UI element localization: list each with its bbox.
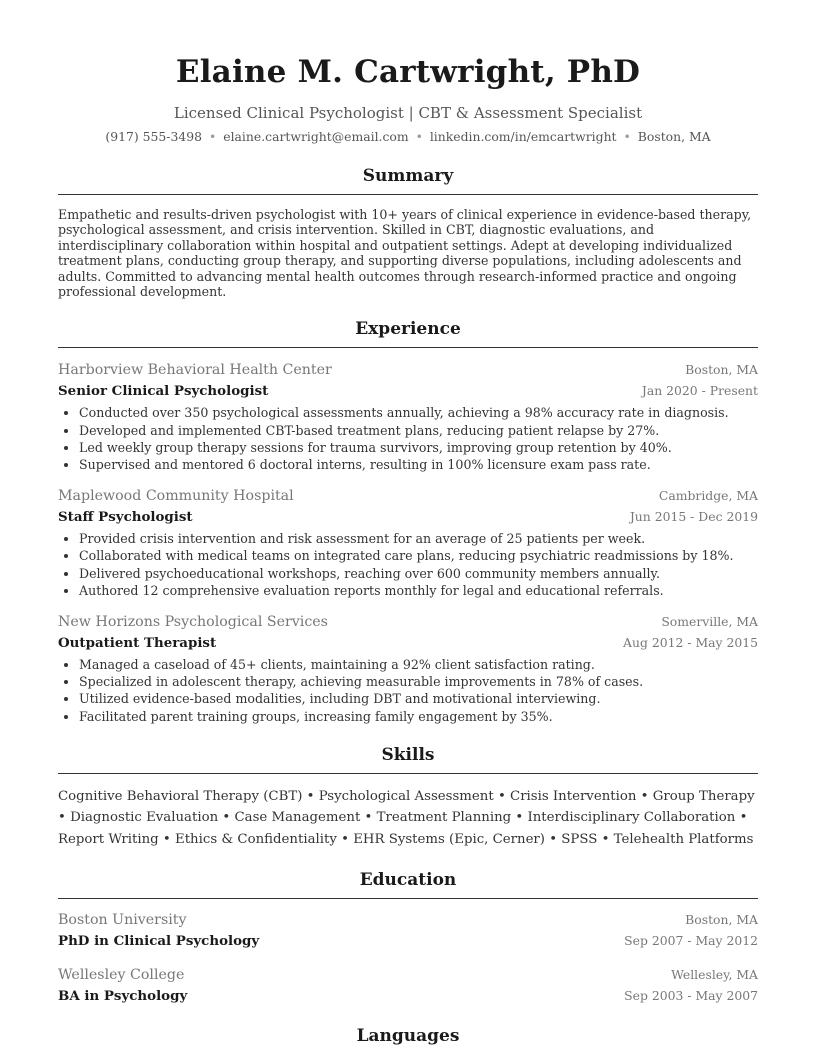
employer-location: Somerville, MA xyxy=(661,614,758,630)
resume-page xyxy=(58,0,758,1047)
job-bullet: • Delivered psychoeducational workshops, reaching over 600 community members annually. xyxy=(79,565,758,582)
contact-phone: (917) 555-3498 xyxy=(105,129,203,144)
skill-separator: • xyxy=(341,832,349,848)
education-entry xyxy=(58,911,758,950)
institution-location: Wellesley, MA xyxy=(671,966,758,982)
education-entry xyxy=(58,966,758,1005)
skill-item: Group Therapy xyxy=(652,788,755,804)
employer-location: Cambridge, MA xyxy=(658,488,758,504)
section-divider xyxy=(58,194,758,195)
job-bullets xyxy=(58,404,758,473)
institution-name: Boston University xyxy=(58,911,187,928)
institution-name: Wellesley College xyxy=(58,966,185,983)
job-dates: Jan 2020 - Present xyxy=(641,383,758,399)
section-title-languages: Languages xyxy=(356,1025,460,1046)
skill-item: Crisis Intervention xyxy=(510,788,637,804)
job-bullet: • Specialized in adolescent therapy, achieving measurable improvements in 78% of cases. xyxy=(79,673,758,690)
skill-separator: • xyxy=(497,788,506,804)
contact-separator: • xyxy=(208,129,217,144)
contact-email[interactable]: elaine.cartwright@email.com xyxy=(223,129,409,144)
job-bullet: • Utilized evidence-based modalities, including DBT and motivational interviewing. xyxy=(79,690,758,707)
job-dates: Jun 2015 - Dec 2019 xyxy=(629,509,758,525)
degree-name: BA in Psychology xyxy=(58,987,188,1004)
skill-item: Treatment Planning xyxy=(376,810,512,826)
contact-separator: • xyxy=(415,129,423,144)
degree-name: PhD in Clinical Psychology xyxy=(58,932,260,949)
section-divider xyxy=(58,898,758,899)
employer-name: New Horizons Psychological Services xyxy=(58,614,328,631)
job-bullet: • Developed and implemented CBT-based treatment plans, reducing patient relapse by 27%. xyxy=(79,422,758,439)
skill-separator: • xyxy=(58,810,66,826)
employer-location: Boston, MA xyxy=(685,362,758,378)
contact-line xyxy=(58,129,758,145)
job-bullets xyxy=(58,530,758,599)
skill-separator: • xyxy=(515,810,524,826)
skill-separator: • xyxy=(601,832,610,848)
skill-separator: • xyxy=(306,788,315,804)
section-title-summary: Summary xyxy=(362,166,454,186)
skill-item: Psychological Assessment xyxy=(318,788,494,804)
headline: Licensed Clinical Psychologist | CBT & Assessment Specialist xyxy=(173,104,643,122)
contact-separator: • xyxy=(623,129,631,144)
skill-separator: • xyxy=(549,832,558,848)
skill-separator: • xyxy=(640,788,649,804)
job-title: Staff Psychologist xyxy=(58,509,193,526)
skill-separator: • xyxy=(222,810,231,826)
contact-linkedin[interactable]: linkedin.com/in/emcartwright xyxy=(429,129,617,144)
employer-name: Maplewood Community Hospital xyxy=(58,488,294,505)
summary-text: Empathetic and results-driven psychologist with 10+ years of clinical experience in evidence-based therapy, psychological assessment, and crisis intervention. Skilled in CBT, diagnostic evaluations, and interdisciplinary collaboration within hospital and outpatient settings. Adept at developing individualized treatment plans, conducting group therapy, and supporting diverse populations, including adolescents and adults. Committed to advancing mental health outcomes through research-informed practice and ongoing professional development. xyxy=(58,207,752,300)
job-bullet: • Authored 12 comprehensive evaluation reports monthly for legal and educational referrals. xyxy=(79,582,758,599)
section-title-experience: Experience xyxy=(355,319,461,340)
employer-name: Harborview Behavioral Health Center xyxy=(58,362,332,379)
skill-item: Report Writing xyxy=(58,832,159,848)
job-bullet: • Conducted over 350 psychological assessments annually, achieving a 98% accuracy rate in diagnosis. xyxy=(79,404,758,421)
skill-item: Case Management xyxy=(234,810,361,826)
skill-item: Interdisciplinary Collaboration xyxy=(527,810,736,826)
job-bullet: • Managed a caseload of 45+ clients, maintaining a 92% client satisfaction rating. xyxy=(79,656,758,673)
education-dates: Sep 2003 - May 2007 xyxy=(624,987,758,1003)
education-dates: Sep 2007 - May 2012 xyxy=(624,932,758,948)
job-dates: Aug 2012 - May 2015 xyxy=(623,635,758,651)
contact-location: Boston, MA xyxy=(637,129,711,144)
job-bullet: • Supervised and mentored 6 doctoral interns, resulting in 100% licensure exam pass rate. xyxy=(79,456,758,473)
skill-item: Telehealth Platforms xyxy=(613,832,754,848)
section-title-skills: Skills xyxy=(381,744,435,765)
section-divider xyxy=(58,773,758,774)
skill-item: Cognitive Behavioral Therapy (CBT) xyxy=(58,788,303,804)
job-bullet: • Facilitated parent training groups, increasing family engagement by 35%. xyxy=(79,708,758,725)
skill-separator: • xyxy=(739,810,748,826)
institution-location: Boston, MA xyxy=(685,911,758,927)
experience-entry xyxy=(58,361,758,473)
skill-separator: • xyxy=(364,810,373,826)
candidate-name: Elaine M. Cartwright, PhD xyxy=(175,54,641,90)
skill-item: SPSS xyxy=(561,832,598,848)
section-divider xyxy=(58,347,758,348)
experience-list xyxy=(58,361,758,724)
experience-entry xyxy=(58,487,758,599)
job-bullet: • Led weekly group therapy sessions for trauma survivors, improving group retention by 40%. xyxy=(79,439,758,456)
experience-entry xyxy=(58,613,758,725)
job-bullet: • Collaborated with medical teams on integrated care plans, reducing psychiatric readmissions by 18%. xyxy=(79,547,758,564)
skills-list xyxy=(58,786,758,851)
section-title-education: Education xyxy=(359,869,457,890)
skill-separator: • xyxy=(162,832,171,848)
job-title: Senior Clinical Psychologist xyxy=(58,383,269,400)
skill-item: EHR Systems (Epic, Cerner) xyxy=(353,832,545,848)
skill-item: Diagnostic Evaluation xyxy=(70,810,219,826)
job-bullet: • Provided crisis intervention and risk assessment for an average of 25 patients per week. xyxy=(79,530,758,547)
job-bullets xyxy=(58,656,758,725)
skill-item: Ethics & Confidentiality xyxy=(175,832,337,848)
job-title: Outpatient Therapist xyxy=(58,635,217,652)
